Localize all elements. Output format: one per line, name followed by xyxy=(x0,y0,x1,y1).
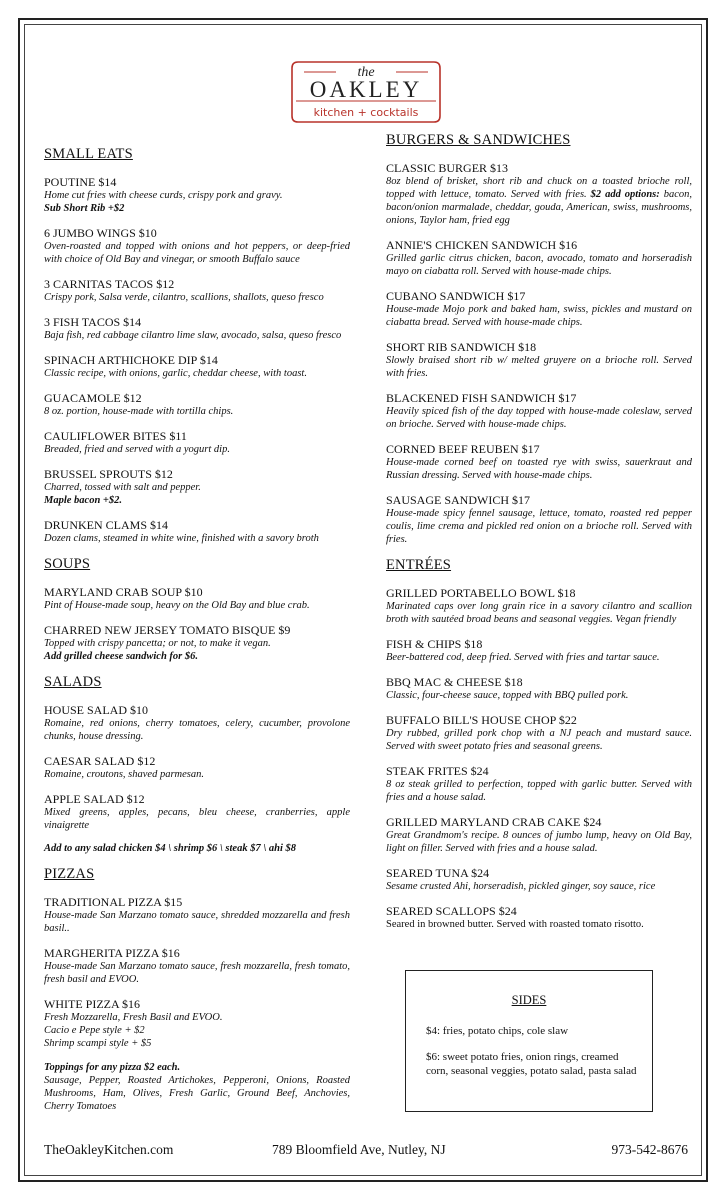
menu-item xyxy=(44,518,350,545)
menu-item xyxy=(44,754,350,781)
menu-item xyxy=(44,391,350,418)
menu-item xyxy=(386,442,692,482)
item-name: CHARRED NEW JERSEY TOMATO BISQUE $9 xyxy=(44,623,291,637)
item-name: ANNIE'S CHICKEN SANDWICH $16 xyxy=(386,238,578,252)
item-name: SHORT RIB SANDWICH $18 xyxy=(386,340,537,354)
item-name: GRILLED MARYLAND CRAB CAKE $24 xyxy=(386,815,602,829)
menu-item xyxy=(44,585,350,612)
item-name: MARYLAND CRAB SOUP $10 xyxy=(44,585,203,599)
item-description: House-made spicy fennel sausage, lettuce, tomato, roasted red pepper coulis, lime crema and pickled red onion on a brioche roll. Served with fries. xyxy=(386,508,692,545)
item-description: Romaine, red onions, cherry tomatoes, celery, cucumber, provolone chunks, house dressing. xyxy=(44,718,350,742)
item-description: 8 oz steak grilled to perfection, topped with garlic butter. Served with fries and a house salad. xyxy=(386,779,692,803)
section-title: SMALL EATS xyxy=(44,146,133,162)
item-name: SAUSAGE SANDWICH $17 xyxy=(386,493,531,507)
menu-item xyxy=(44,226,350,266)
item-name: BBQ MAC & CHEESE $18 xyxy=(386,675,523,689)
item-description: Marinated caps over long grain rice in a savory cilantro and scallion broth with sautéed broad beans and seasonal veggies. Vegan friendly xyxy=(386,601,692,625)
menu-item xyxy=(44,895,350,935)
item-description: House-made San Marzano tomato sauce, fresh mozzarella, fresh tomato, fresh basil and EVOO. xyxy=(44,961,350,985)
menu-item xyxy=(44,429,350,456)
burgers-section xyxy=(386,132,692,546)
item-description: Baja fish, red cabbage cilantro lime slaw, avocado, salsa, queso fresco xyxy=(44,330,342,341)
item-extra: Sub Short Rib +$2 xyxy=(44,203,125,214)
section-title: PIZZAS xyxy=(44,866,95,882)
item-description: Charred, tossed with salt and pepper. xyxy=(44,482,201,493)
item-description xyxy=(386,175,692,227)
salads-section xyxy=(44,674,350,854)
menu-item xyxy=(44,353,350,380)
item-description: Pint of House-made soup, heavy on the Old Bay and blue crab. xyxy=(44,600,310,611)
oakley-logo xyxy=(288,54,444,130)
item-extra: Maple bacon +$2. xyxy=(44,495,123,506)
item-name: HOUSE SALAD $10 xyxy=(44,703,149,717)
item-description: Mixed greens, apples, pecans, bleu cheese, cranberries, apple vinaigrette xyxy=(44,807,350,831)
item-description: Oven-roasted and topped with onions and hot peppers, or deep-fried with choice of Old Bay and vinegar, or smooth Buffalo sauce xyxy=(44,241,350,265)
item-name: SPINACH ARTHICHOKE DIP $14 xyxy=(44,353,218,367)
item-desc-text: 8oz blend of brisket, short rib and chuck on a toasted brioche roll, topped with lettuce, tomato. Served with fries. xyxy=(386,176,692,200)
item-line: Shrimp scampi style + $5 xyxy=(44,1038,152,1049)
item-description: Slowly braised short rib w/ melted gruyere on a brioche roll. Served with fries. xyxy=(386,355,692,379)
item-name: 6 JUMBO WINGS $10 xyxy=(44,226,157,240)
item-line: Fresh Mozzarella, Fresh Basil and EVOO. xyxy=(44,1012,223,1023)
menu-item xyxy=(386,675,692,702)
item-description: Topped with crispy pancetta; or not, to make it vegan. xyxy=(44,638,271,649)
menu-item xyxy=(386,904,692,931)
footer-phone: 973-542-8676 xyxy=(611,1142,688,1157)
footer-website: TheOakleyKitchen.com xyxy=(44,1142,174,1157)
section-title: SALADS xyxy=(44,674,102,690)
sides-line-6: $6: sweet potato fries, onion rings, creamed corn, seasonal veggies, potato salad, pasta salad xyxy=(426,1051,637,1077)
toppings-title: Toppings for any pizza $2 each. xyxy=(44,1062,181,1073)
item-name: MARGHERITA PIZZA $16 xyxy=(44,946,180,960)
menu-item xyxy=(386,764,692,804)
item-name: GUACAMOLE $12 xyxy=(44,391,142,405)
menu-item xyxy=(386,586,692,626)
menu-item xyxy=(44,997,350,1050)
item-extra: Add grilled cheese sandwich for $6. xyxy=(44,651,198,662)
item-name: SEARED TUNA $24 xyxy=(386,866,490,880)
item-description: Great Grandmom's recipe. 8 ounces of jumbo lump, heavy on Old Bay, light on filler. Served with fries and a house salad. xyxy=(386,830,692,854)
menu-item xyxy=(44,467,350,507)
item-name: CAULIFLOWER BITES $11 xyxy=(44,429,187,443)
menu-item xyxy=(44,315,350,342)
item-name: 3 FISH TACOS $14 xyxy=(44,315,142,329)
item-description: House-made San Marzano tomato sauce, shredded mozzarella and fresh basil.. xyxy=(44,910,350,934)
footer-address: 789 Bloomfield Ave, Nutley, NJ xyxy=(272,1142,446,1157)
item-name: CUBANO SANDWICH $17 xyxy=(386,289,526,303)
item-description: 8 oz. portion, house-made with tortilla chips. xyxy=(44,406,234,417)
menu-item xyxy=(386,493,692,546)
item-description: Classic recipe, with onions, garlic, cheddar cheese, with toast. xyxy=(44,368,307,379)
item-name: FISH & CHIPS $18 xyxy=(386,637,483,651)
menu-item xyxy=(386,238,692,278)
item-name: APPLE SALAD $12 xyxy=(44,792,145,806)
item-description: Seared in browned butter. Served with roasted tomato risotto. xyxy=(386,919,644,930)
menu-item xyxy=(44,946,350,986)
logo-frame-icon xyxy=(288,54,444,130)
item-name: SEARED SCALLOPS $24 xyxy=(386,904,517,918)
menu-item xyxy=(44,175,350,215)
logo-the: the xyxy=(357,65,375,80)
item-description: Romaine, croutons, shaved parmesan. xyxy=(44,769,205,780)
item-name: DRUNKEN CLAMS $14 xyxy=(44,518,169,532)
menu-item xyxy=(44,277,350,304)
item-description: Home cut fries with cheese curds, crispy pork and gravy. xyxy=(44,190,283,201)
entrees-section xyxy=(386,557,692,931)
item-name: CAESAR SALAD $12 xyxy=(44,754,156,768)
menu-item xyxy=(386,391,692,431)
item-name: GRILLED PORTABELLO BOWL $18 xyxy=(386,586,576,600)
menu-item xyxy=(44,703,350,743)
item-description: House-made Mojo pork and baked ham, swiss, pickles and mustard on ciabatta bread. Served with house-made chips. xyxy=(386,304,692,328)
item-description: House-made corned beef on toasted rye with swiss, sauerkraut and Russian dressing. Served with house-made chips. xyxy=(386,457,692,481)
item-description: Breaded, fried and served with a yogurt dip. xyxy=(44,444,230,455)
sides-box xyxy=(405,970,653,1112)
item-extra-text: bacon, bacon/onion marmalade, cheddar, gouda, American, swiss, mushrooms, onions, Taylor ham, fried egg xyxy=(386,189,693,226)
item-extra-label: $2 add options: xyxy=(590,189,660,200)
logo-name: OAKLEY xyxy=(309,77,423,102)
menu-item xyxy=(44,623,350,663)
menu-item xyxy=(386,161,692,227)
sides-line-4: $4: fries, potato chips, cole slaw xyxy=(426,1025,569,1037)
salad-addon: Add to any salad chicken $4 \ shrimp $6 \ steak $7 \ ahi $8 xyxy=(44,843,297,854)
menu-item xyxy=(44,792,350,832)
item-description: Beer-battered cod, deep fried. Served with fries and tartar sauce. xyxy=(386,652,660,663)
menu-item xyxy=(386,713,692,753)
menu-item xyxy=(386,866,692,893)
item-line: Cacio e Pepe style + $2 xyxy=(44,1025,145,1036)
item-name: TRADITIONAL PIZZA $15 xyxy=(44,895,183,909)
right-column xyxy=(386,132,692,942)
section-title: SOUPS xyxy=(44,556,91,572)
item-description: Classic, four-cheese sauce, topped with BBQ pulled pork. xyxy=(386,690,629,701)
soups-section xyxy=(44,556,350,663)
item-name: BUFFALO BILL'S HOUSE CHOP $22 xyxy=(386,713,577,727)
section-title: ENTRÉES xyxy=(386,557,452,573)
section-title: BURGERS & SANDWICHES xyxy=(386,132,571,148)
left-column xyxy=(44,146,350,1121)
menu-item xyxy=(386,340,692,380)
item-name: BRUSSEL SPROUTS $12 xyxy=(44,467,173,481)
item-name: 3 CARNITAS TACOS $12 xyxy=(44,277,175,291)
menu-item xyxy=(386,289,692,329)
small-eats-section xyxy=(44,146,350,545)
toppings-list: Sausage, Pepper, Roasted Artichokes, Pepperoni, Onions, Roasted Mushrooms, Ham, Olives, Fresh Garlic, Ground Beef, Anchovies, Cherry Tomatoes xyxy=(44,1075,350,1112)
item-name: POUTINE $14 xyxy=(44,175,117,189)
sides-title: SIDES xyxy=(511,993,547,1007)
item-name: CORNED BEEF REUBEN $17 xyxy=(386,442,540,456)
menu-item xyxy=(386,815,692,855)
item-description: Dozen clams, steamed in white wine, finished with a savory broth xyxy=(44,533,319,544)
item-description: Heavily spiced fish of the day topped with house-made coleslaw, served on brioche. Served with house-made chips. xyxy=(386,406,692,430)
item-description: Crispy pork, Salsa verde, cilantro, scallions, shallots, queso fresco xyxy=(44,292,324,303)
item-name: CLASSIC BURGER $13 xyxy=(386,161,509,175)
item-description: Grilled garlic citrus chicken, bacon, avocado, tomato and horseradish mayo on ciabatta roll. Served with house-made chips. xyxy=(386,253,692,277)
item-description: Sesame crusted Ahi, horseradish, pickled ginger, soy sauce, rice xyxy=(386,881,656,892)
item-description: Dry rubbed, grilled pork chop with a NJ peach and mustard sauce. Served with sweet potato fries and seasonal greens. xyxy=(386,728,692,752)
item-name: STEAK FRITES $24 xyxy=(386,764,489,778)
pizzas-section xyxy=(44,866,350,1113)
item-name: WHITE PIZZA $16 xyxy=(44,997,140,1011)
menu-item xyxy=(386,637,692,664)
logo-tagline: kitchen + cocktails xyxy=(313,106,419,119)
item-name: BLACKENED FISH SANDWICH $17 xyxy=(386,391,577,405)
